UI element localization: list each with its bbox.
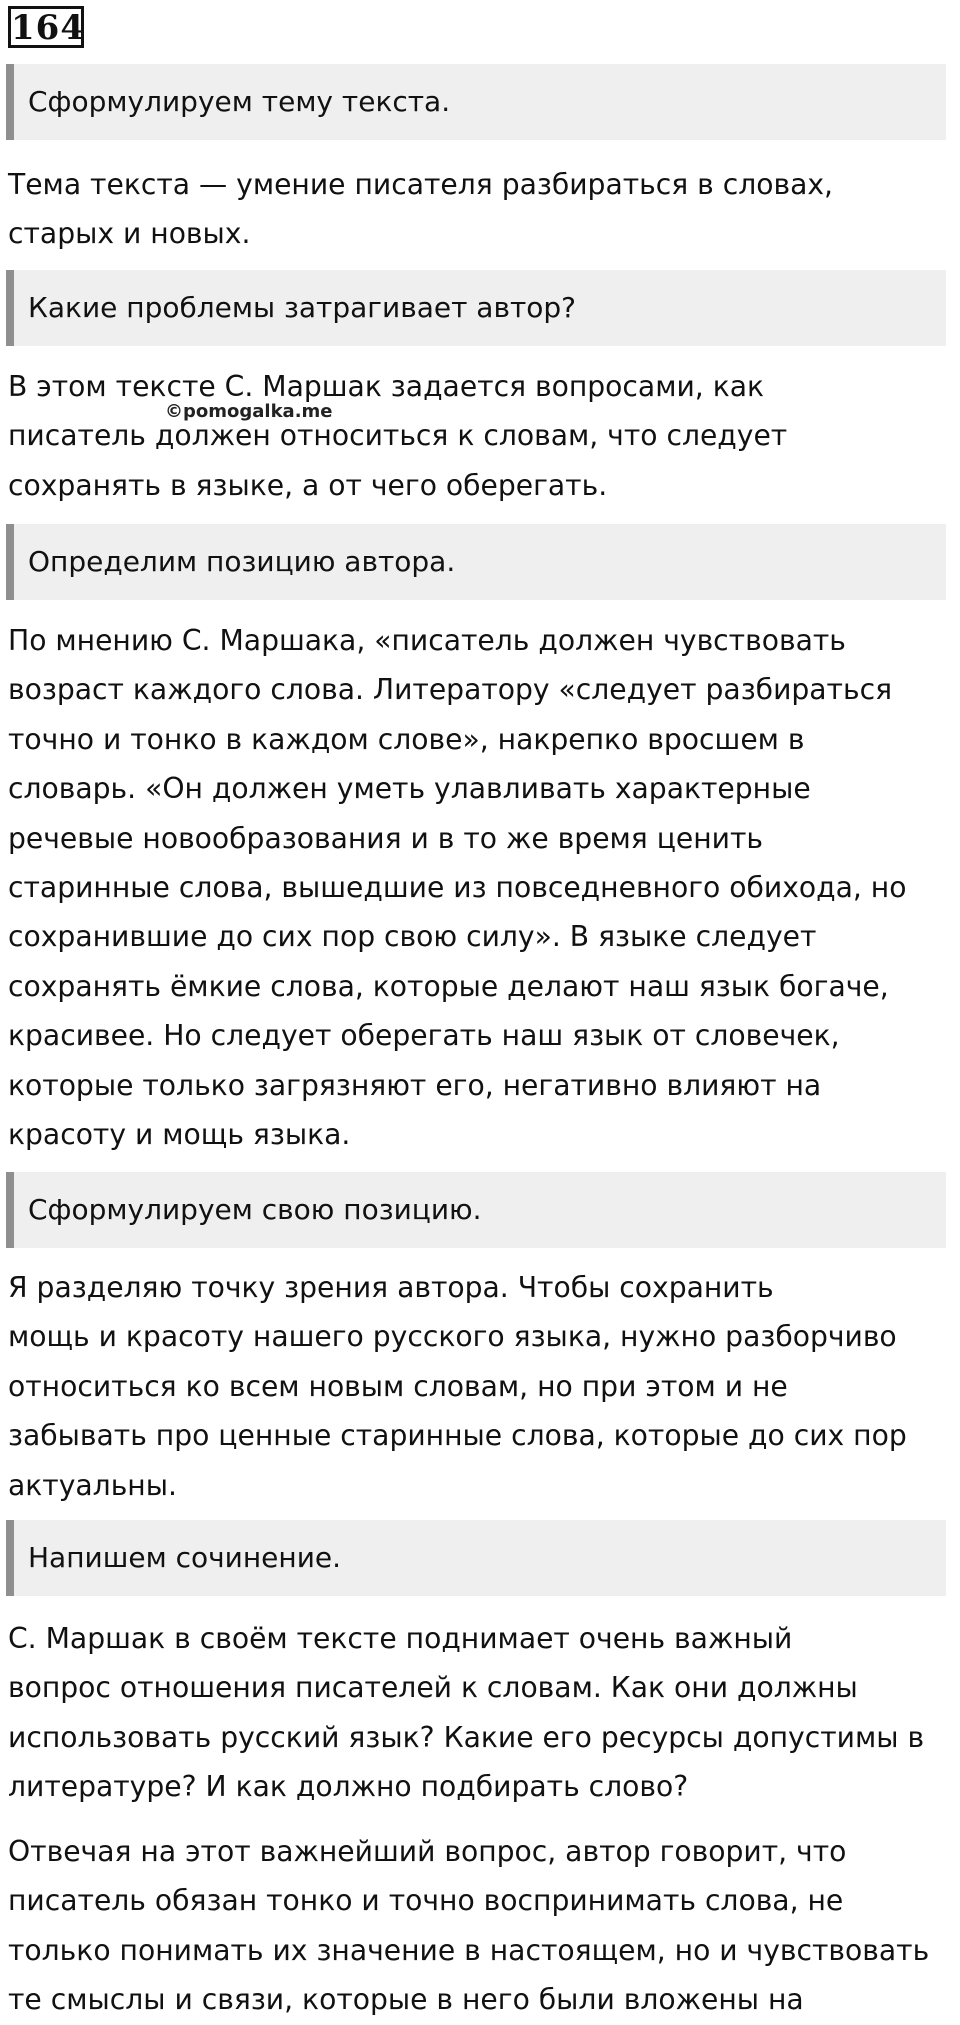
task-number: 164 [8,6,84,48]
section-heading-topic: Сформулируем тему текста. [6,64,946,140]
paragraph-essay-2: Отвечая на этот важнейший вопрос, автор говорит, что писатель обязан тонко и точно воспринимать слова, не только понимать их значение в настоящем, но и чувствовать те смыслы и связи, которые в него были вложены на [8,1835,930,2017]
paragraph-author-position: По мнению С. Маршака, «писатель должен чувствовать возраст каждого слова. Литератору «следует разбираться точно и тонко в каждом слове», накрепко вросшем в словарь. «Он должен уметь улавливать характерные речевые новообразования и в то же время ценить старинные слова, вышедшие из повседневного обихода, но сохранившие до сих пор свою силу». В языке следует сохранять ёмкие слова, которые делают наш язык богаче, красивее. Но следует оберегать наш язык от словечек, которые только загрязняют его, негативно влияют на красоту и мощь языка. [8,624,907,1152]
paragraph-topic: Тема текста — умение писателя разбираться в словах, старых и новых. [8,168,834,251]
section-heading-own-position: Сформулируем свою позицию. [6,1172,946,1248]
paragraph-problems: В этом тексте С. Маршак задается вопросами, как писатель должен относиться к словам, что следует сохранять в языке, а от чего оберегать. [8,370,788,502]
paragraph-own-position: Я разделяю точку зрения автора. Чтобы сохранить мощь и красоту нашего русского языка, нужно разборчиво относиться ко всем новым словам, но при этом и не забывать про ценные старинные слова, которые до сих пор актуальны. [8,1271,907,1502]
section-heading-essay: Напишем сочинение. [6,1520,946,1596]
section-heading-author-position: Определим позицию автора. [6,524,946,600]
section-heading-problems: Какие проблемы затрагивает автор? [6,270,946,346]
paragraph-essay-1: С. Маршак в своём тексте поднимает очень важный вопрос отношения писателей к словам. Как они должны использовать русский язык? Какие его ресурсы допустимы в литературе? И как должно подбирать слово? [8,1622,925,1804]
watermark: ©pomogalka.me [165,401,333,422]
